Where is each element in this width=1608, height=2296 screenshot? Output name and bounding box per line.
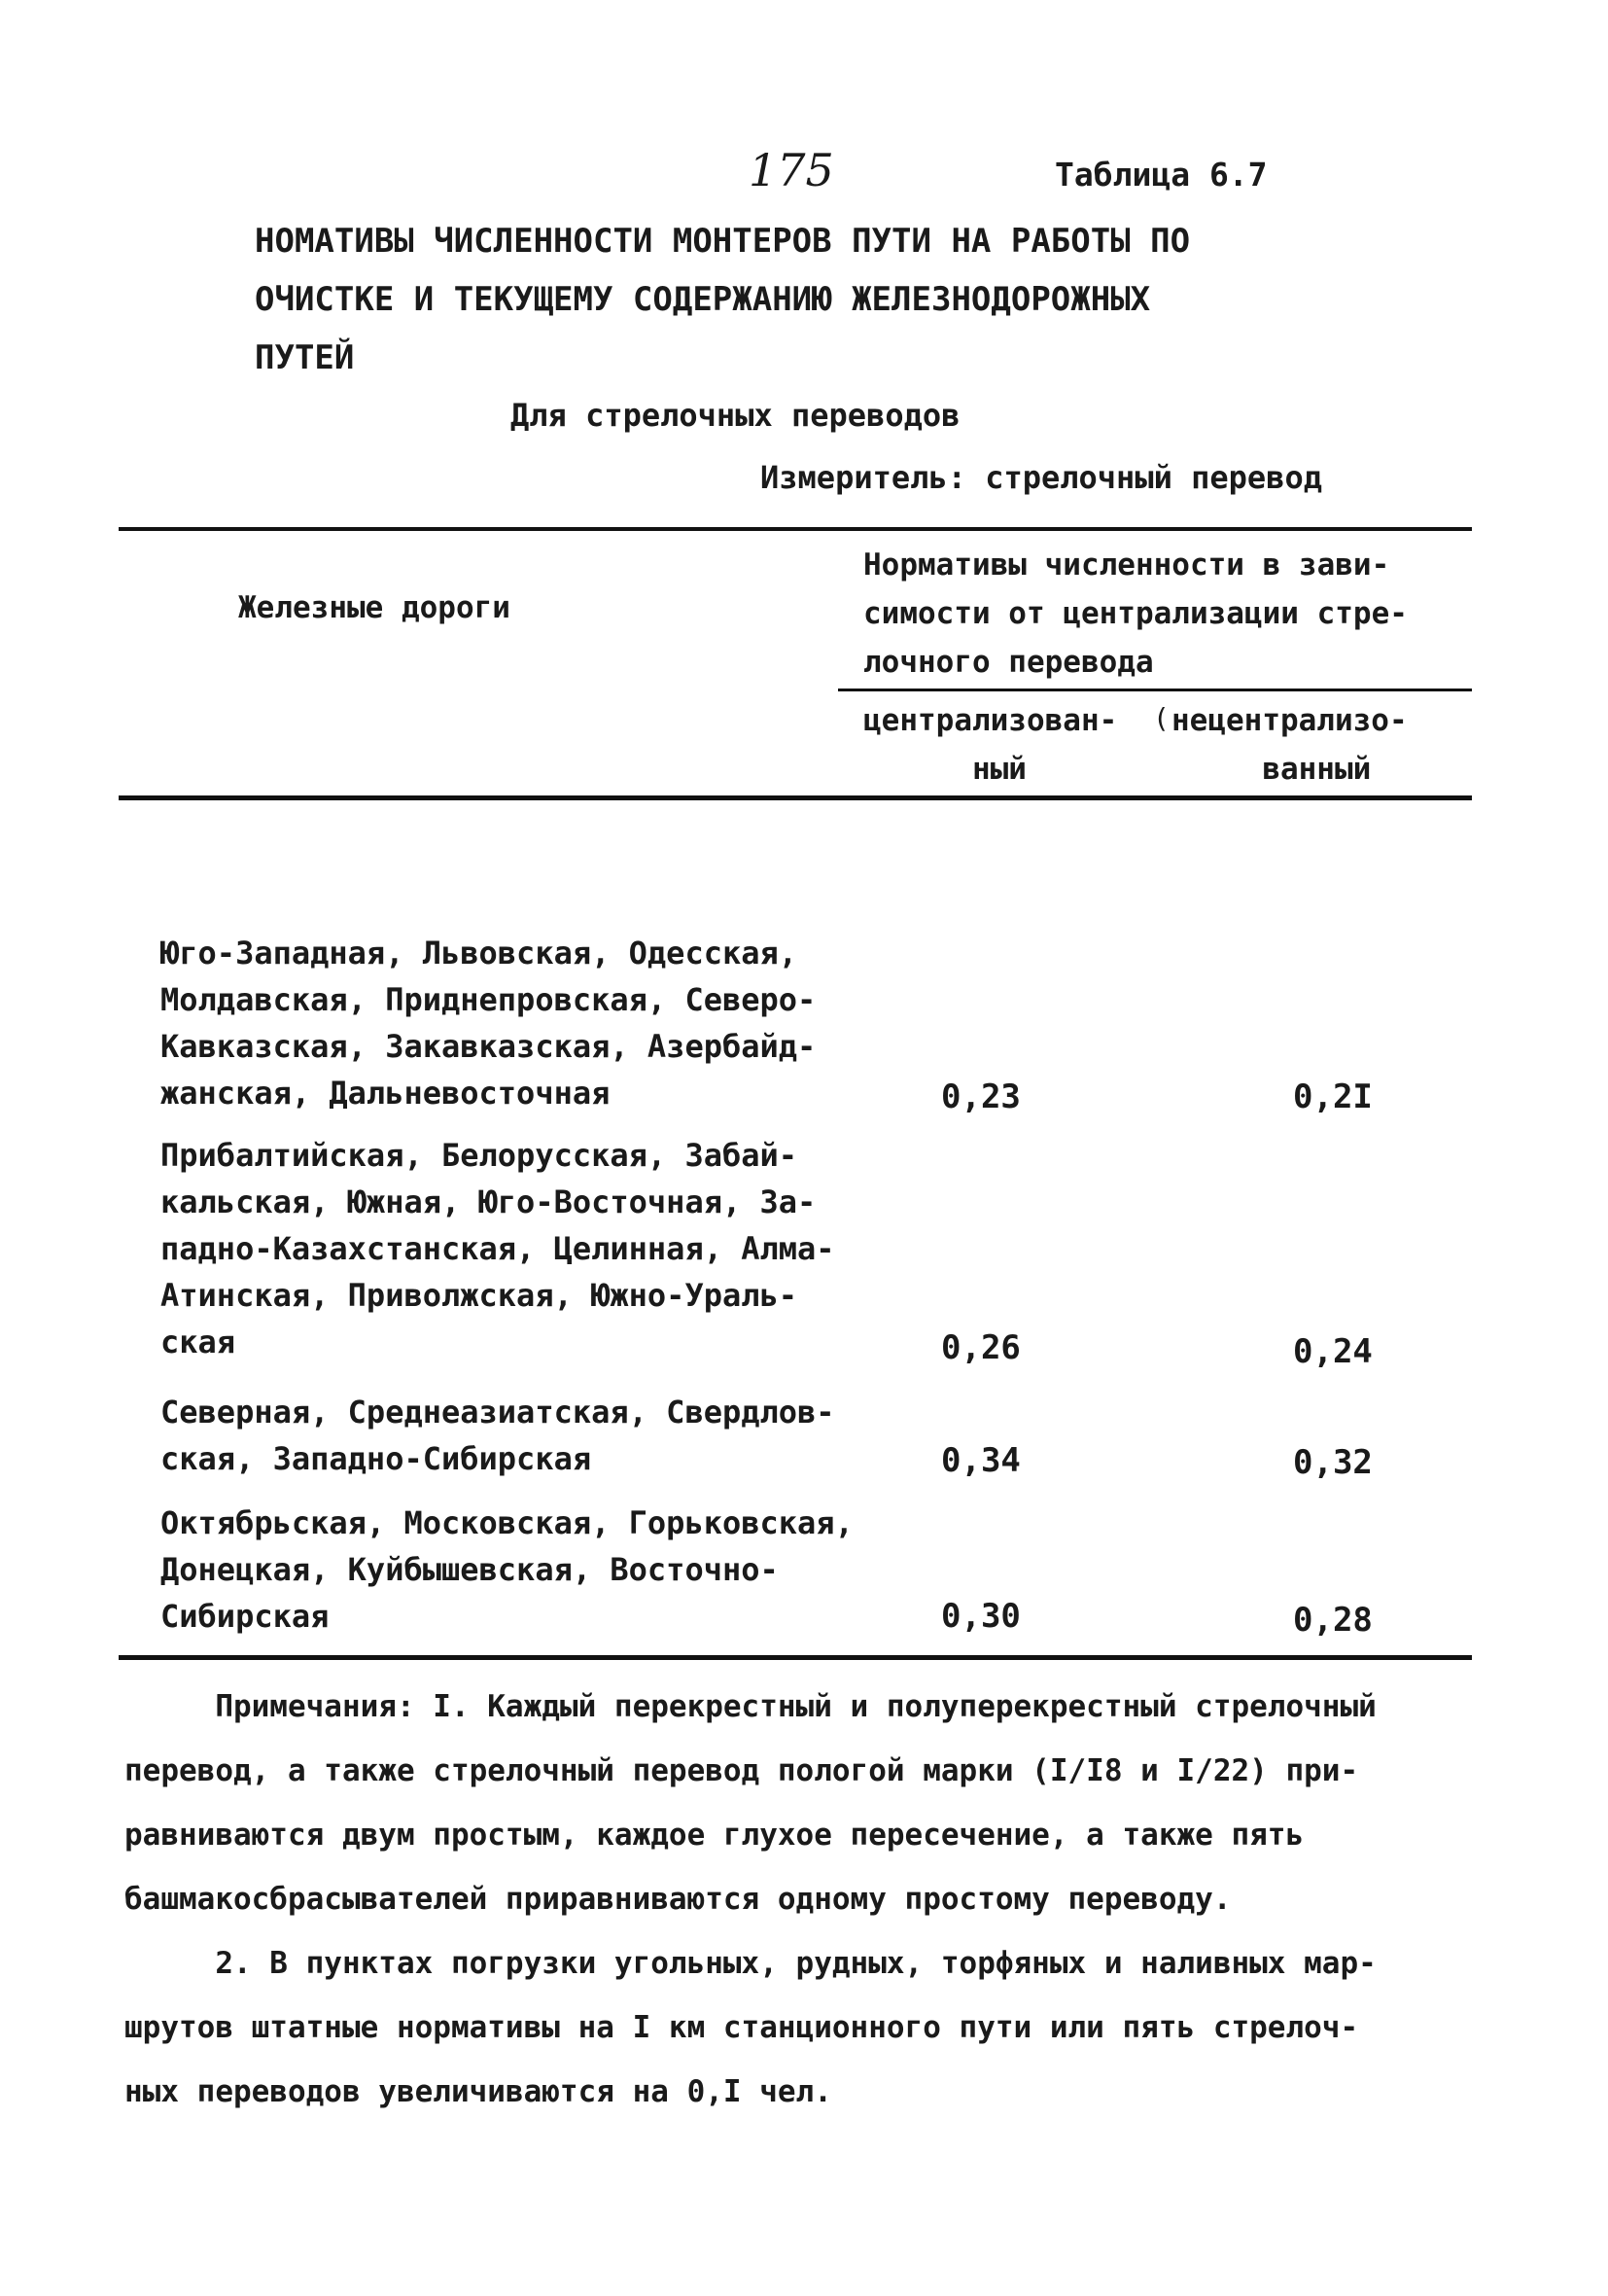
table-row-railways: Северная, Среднеазиатская, Свердлов- ская, Западно-Сибирская — [160, 1394, 835, 1477]
header-railways: Железные дороги — [238, 590, 510, 625]
table-row-railways: Юго-Западная, Львовская, Одесская, Молдавская, Приднепровская, Северо- Кавказская, Закавказская, Азербайд- жанская, Дальневосточная — [160, 935, 817, 1112]
header-centralized: централизован- ный — [863, 703, 1118, 787]
header-noncentralized: нецентрализо- ванный — [1171, 703, 1408, 787]
table-cell-centralized: 0,26 — [941, 1328, 1021, 1367]
header-standards-group: Нормативы численности в зави- симости от централизации стре- лочного перевода — [863, 548, 1408, 680]
table-cell-noncentralized: 0,32 — [1293, 1443, 1373, 1482]
table-row-railways: Прибалтийская, Белорусская, Забай- кальская, Южная, Юго-Восточная, За- падно-Казахстанская, Целинная, Алма- Атинская, Приволжская, Южно-Ураль- ская — [160, 1137, 835, 1360]
table-row-railways: Октябрьская, Московская, Горьковская, Донецкая, Куйбышевская, Восточно- Сибирская — [160, 1504, 854, 1635]
table-cell-centralized: 0,23 — [941, 1077, 1021, 1116]
table-label: Таблица 6.7 — [1055, 156, 1268, 194]
table-subtitle: Для стрелочных переводов — [510, 397, 961, 434]
table-cell-noncentralized: 0,24 — [1293, 1332, 1373, 1371]
group-header-rule — [838, 689, 1472, 691]
column-divider-mark: ( — [1153, 702, 1170, 734]
page-number: 175 — [749, 144, 834, 196]
table-cell-noncentralized: 0,2I — [1293, 1077, 1373, 1116]
table-bottom-rule — [119, 1655, 1472, 1660]
table-cell-centralized: 0,34 — [941, 1441, 1021, 1480]
table-notes: Примечания: I. Каждый перекрестный и полуперекрестный стрелочный перевод, а также стрелочный перевод пологой марки (I/I8 и I/22) при- равниваются двум простым, каждое глухое пересечение, а также пять башмакосбрасывателей приравниваются одному простому переводу. 2. В пунктах погрузки угольных, рудных, торфяных и наливных мар- шрутов штатные нормативы на I км станционного пути или пять стрелоч- ных переводов увеличиваются на 0,I чел. — [124, 1689, 1377, 2109]
header-bottom-rule — [119, 795, 1472, 800]
table-cell-noncentralized: 0,28 — [1293, 1601, 1373, 1640]
document-title: НОМАТИВЫ ЧИСЛЕННОСТИ МОНТЕРОВ ПУТИ НА РАБОТЫ ПО ОЧИСТКЕ И ТЕКУЩЕМУ СОДЕРЖАНИЮ ЖЕЛЕЗНОДОРОЖНЫХ ПУТЕЙ — [255, 222, 1191, 377]
table-top-rule — [119, 527, 1472, 531]
measure-unit: Измеритель: стрелочный перевод — [760, 459, 1322, 496]
table-cell-centralized: 0,30 — [941, 1597, 1021, 1636]
